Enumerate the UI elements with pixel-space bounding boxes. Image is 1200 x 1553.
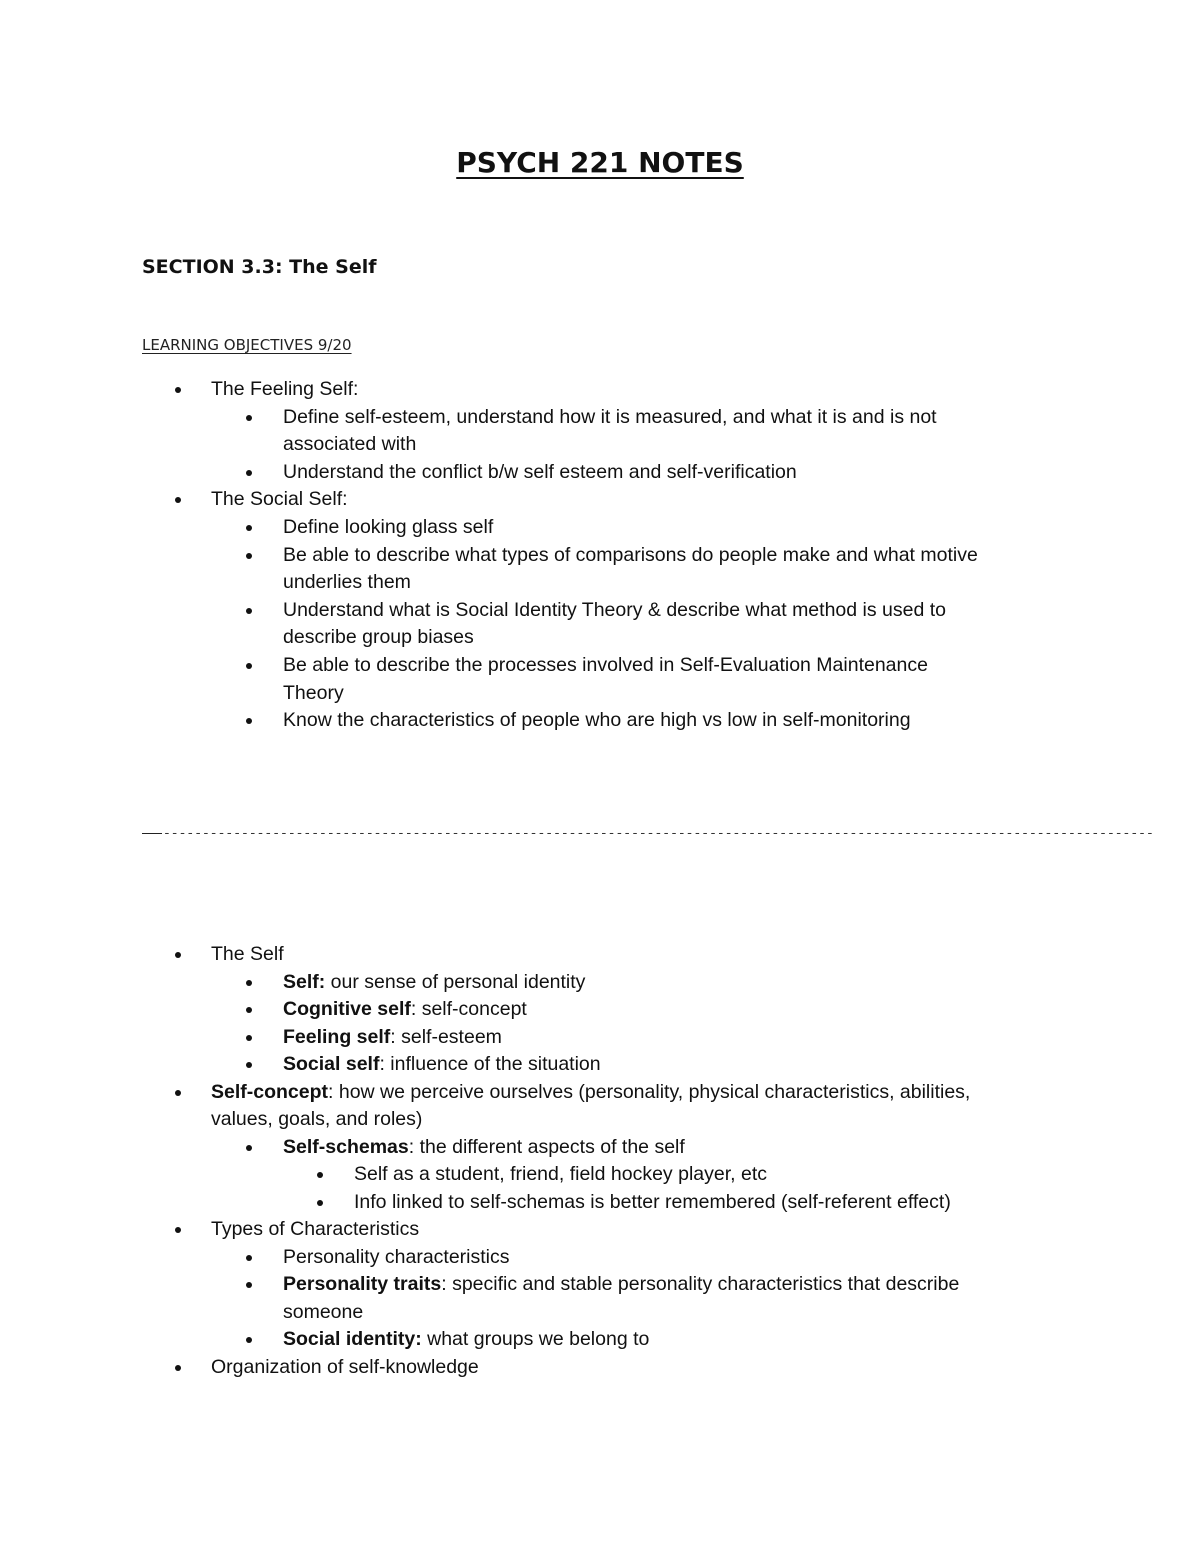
list-item (283, 431, 416, 457)
bullet-icon (246, 1007, 252, 1013)
list-item (283, 514, 493, 540)
list-item (283, 652, 928, 678)
bullet-icon (246, 470, 252, 476)
list-item (283, 1051, 601, 1077)
item-text: what groups we belong to (421, 1328, 650, 1350)
bullet-icon (246, 718, 252, 724)
list-item (283, 1299, 363, 1325)
item-text: : self-esteem (390, 1025, 502, 1048)
divider-dashes: ------------------------------------------------------------------------------------------------------------------------------- (163, 826, 1154, 841)
bullet-icon (246, 608, 252, 614)
bullet-icon (175, 387, 181, 393)
bullet-icon (175, 497, 181, 503)
list-item (283, 569, 411, 595)
list-item (283, 1024, 502, 1050)
item-text: Self as a student, friend, field hockey player, etc (354, 1163, 767, 1185)
item-text: Info linked to self-schemas is better remembered (self-referent effect) (354, 1190, 951, 1213)
bullet-icon (317, 1172, 323, 1178)
item-text: Theory (283, 681, 344, 704)
item-text: : the different aspects of the self (408, 1135, 685, 1158)
list-item (283, 542, 978, 568)
item-text: Define self-esteem, understand how it is measured, and what it is and is not (283, 405, 937, 428)
list-item (283, 680, 344, 706)
term-label: Self-concept (211, 1080, 329, 1103)
bullet-icon (246, 1145, 252, 1151)
item-text: someone (283, 1300, 364, 1323)
item-text: The Feeling Self: (211, 378, 359, 400)
item-text: underlies them (283, 571, 411, 594)
list-item (283, 1326, 649, 1352)
bullet-icon (246, 1255, 252, 1261)
bullet-icon (246, 663, 252, 669)
bullet-icon (175, 952, 181, 958)
section-heading: SECTION 3.3: The Self (142, 256, 377, 278)
term-label: Personality traits (283, 1273, 442, 1295)
item-text: Understand the conflict b/w self esteem and self-verification (283, 460, 797, 483)
item-text: values, goals, and roles) (211, 1108, 423, 1130)
list-item (283, 969, 585, 995)
list-item (211, 486, 348, 512)
bullet-icon (246, 1062, 252, 1068)
bullet-icon (175, 1090, 181, 1096)
bullet-icon (246, 1035, 252, 1041)
item-text: : influence of the situation (379, 1053, 601, 1075)
bullet-icon (246, 1282, 252, 1288)
term-label: Self: (283, 970, 326, 993)
list-item (211, 1354, 479, 1380)
item-text: our sense of personal identity (325, 970, 586, 993)
term-label: Social identity: (283, 1328, 422, 1350)
item-text: The Self (211, 943, 284, 965)
term-label: Self-schemas (283, 1135, 409, 1158)
item-text: Personality characteristics (283, 1245, 510, 1268)
item-text: Types of Characteristics (211, 1218, 420, 1240)
item-text: : specific and stable personality characteristics that describe (441, 1273, 960, 1295)
list-item (283, 1244, 510, 1270)
term-label: Social self (283, 1053, 380, 1075)
item-text: associated with (283, 433, 417, 456)
list-item (211, 1216, 419, 1242)
item-text: Define looking glass self (283, 516, 494, 538)
term-label: Cognitive self (283, 998, 411, 1020)
item-text: Understand what is Social Identity Theory & describe what method is used to (283, 598, 946, 621)
bullet-icon (246, 553, 252, 559)
list-item (354, 1161, 767, 1187)
bullet-icon (175, 1227, 181, 1233)
list-item (283, 404, 937, 430)
objectives-heading: LEARNING OBJECTIVES 9/20 (142, 336, 352, 354)
bullet-icon (246, 415, 252, 421)
list-item (283, 1134, 685, 1160)
list-item (211, 1079, 970, 1105)
item-text: describe group biases (283, 626, 474, 649)
bullet-icon (246, 1337, 252, 1343)
bullet-icon (175, 1365, 181, 1371)
list-item (211, 1106, 422, 1132)
page-title: PSYCH 221 NOTES (456, 146, 744, 179)
item-text: Organization of self-knowledge (211, 1355, 479, 1378)
item-text: Be able to describe the processes involved in Self-Evaluation Maintenance (283, 654, 928, 676)
divider-lead-line (142, 833, 162, 834)
divider-line (142, 826, 1154, 841)
item-text: : self-concept (410, 998, 527, 1020)
list-item (354, 1189, 951, 1215)
term-label: Feeling self (283, 1025, 391, 1048)
list-item (283, 459, 797, 485)
bullet-icon (246, 525, 252, 531)
list-item (283, 1271, 959, 1297)
item-text: : how we perceive ourselves (personality, physical characteristics, abilities, (328, 1080, 971, 1103)
item-text: Know the characteristics of people who are high vs low in self-monitoring (283, 709, 911, 732)
bullet-icon (317, 1200, 323, 1206)
bullet-icon (246, 980, 252, 986)
list-item (283, 996, 527, 1022)
item-text: The Social Self: (211, 488, 348, 511)
list-item (211, 376, 358, 402)
item-text: Be able to describe what types of comparisons do people make and what motive (283, 543, 978, 566)
list-item (283, 624, 474, 650)
list-item (283, 707, 911, 733)
list-item (283, 597, 946, 623)
list-item (211, 941, 284, 967)
